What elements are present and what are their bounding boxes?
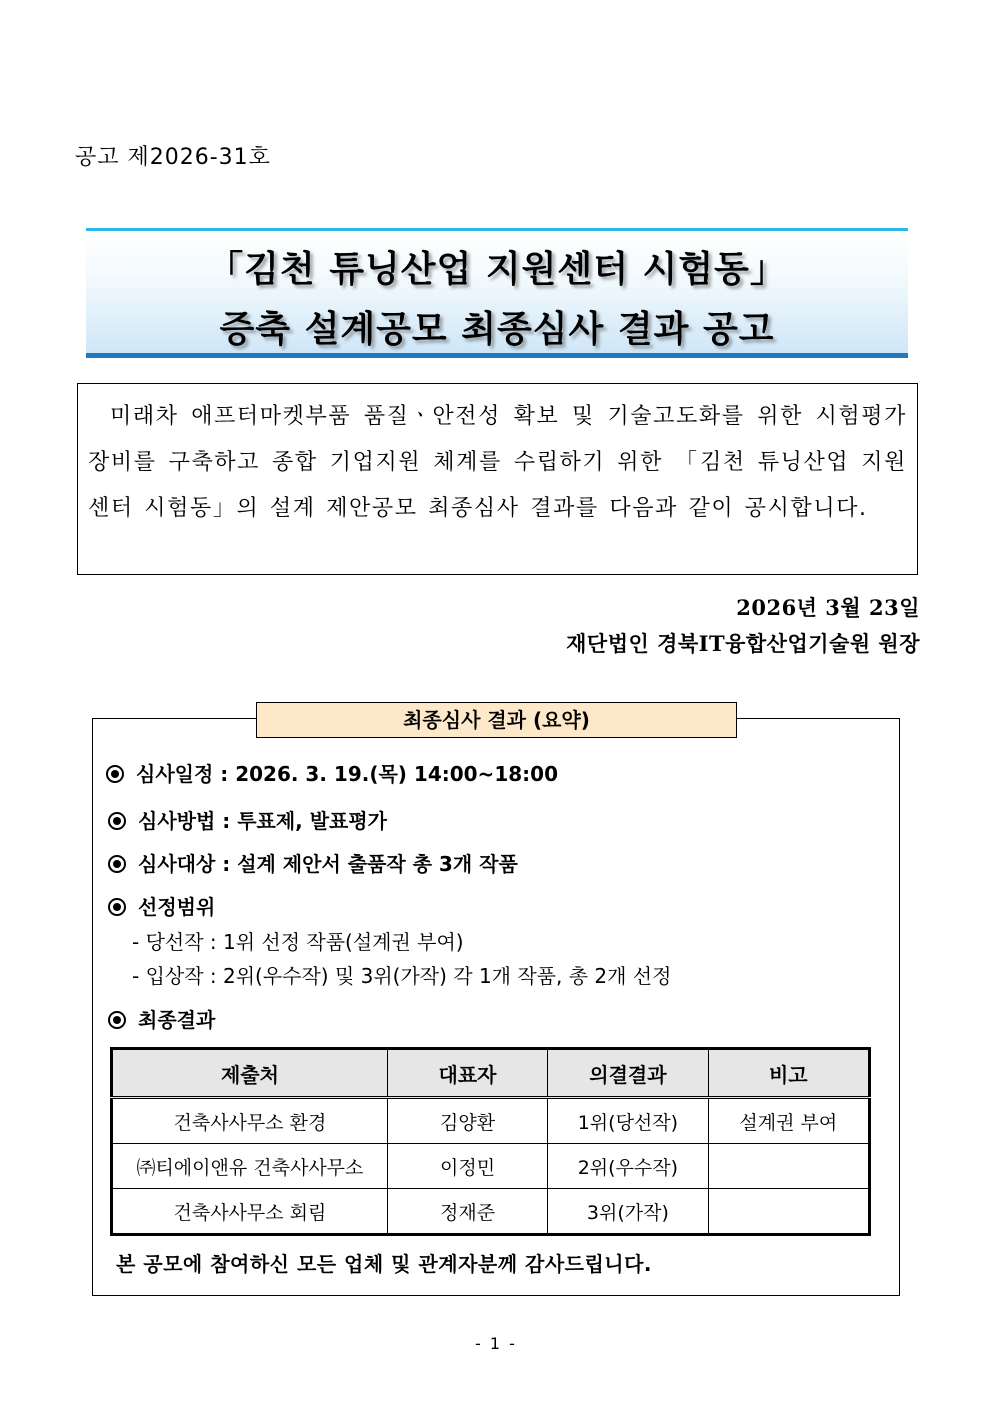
table-row [112,1098,870,1144]
title-line-2: 증축 설계공모 최종심사 결과 공고 [219,309,775,350]
intro-text: 미래차 애프터마켓부품 품질ㆍ안전성 확보 및 기술고도화를 위한 시험평가 장비를 구축하고 종합 기업지원 체계를 수립하기 위한 「김천 튜닝산업 지원센터 시험동」의 설계 제안공모 최종심사 결과를 다음과 같이 공시합니다. [88,404,907,521]
cell-note: 설계권 부여 [708,1098,869,1144]
table-header-row [112,1049,870,1098]
cell-representative: 이정민 [387,1144,547,1189]
header-submitter: 제출처 [112,1049,388,1098]
cell-submitter: 건축사사무소 회림 [112,1189,388,1235]
cell-representative: 김양환 [387,1098,547,1144]
results-table [110,1047,871,1236]
radio-bullet-icon [108,898,126,916]
method-text: 심사방법 : 투표제, 발표평가 [138,809,388,833]
radio-bullet-icon [108,1011,126,1029]
scope-label: 선정범위 [138,895,216,919]
table-row [112,1189,870,1235]
notice-number: 공고 제2026-31호 [75,145,271,170]
target-item [108,848,518,877]
target-text: 심사대상 : 설계 제안서 출품작 총 3개 작품 [138,852,518,876]
summary-heading: 최종심사 결과 (요약) [256,702,737,738]
schedule-item [106,758,558,787]
notice-date: 2026년 3월 23일 [736,595,920,620]
issuer: 재단법인 경북IT융합산업기술원 원장 [566,631,920,656]
cell-decision: 1위(당선작) [548,1098,708,1144]
scope-awards: - 입상작 : 2위(우수작) 및 3위(가작) 각 1개 작품, 총 2개 선정 [132,964,672,988]
cell-representative: 정재준 [387,1189,547,1235]
result-item [108,1004,215,1033]
scope-winner: - 당선작 : 1위 선정 작품(설계권 부여) [132,930,464,954]
cell-note [708,1144,869,1189]
cell-note [708,1189,869,1235]
header-decision: 의결결과 [548,1049,708,1098]
header-note: 비고 [708,1049,869,1098]
radio-bullet-icon [106,765,124,783]
cell-submitter: 건축사사무소 환경 [112,1098,388,1144]
cell-decision: 2위(우수작) [548,1144,708,1189]
schedule-text: 심사일정 : 2026. 3. 19.(목) 14:00~18:00 [136,762,558,786]
title-line-1: 「김천 튜닝산업 지원센터 시험동」 [207,249,787,290]
method-item [108,805,387,834]
title-banner [86,228,908,358]
radio-bullet-icon [108,812,126,830]
intro-box [77,383,918,575]
header-representative: 대표자 [387,1049,547,1098]
cell-decision: 3위(가작) [548,1189,708,1235]
closing-message: 본 공모에 참여하신 모든 업체 및 관계자분께 감사드립니다. [116,1252,653,1276]
result-label: 최종결과 [138,1008,216,1032]
radio-bullet-icon [108,855,126,873]
table-row [112,1144,870,1189]
cell-submitter: ㈜티에이앤유 건축사사무소 [112,1144,388,1189]
page-number: - 1 - [475,1334,517,1353]
scope-item [108,891,215,920]
